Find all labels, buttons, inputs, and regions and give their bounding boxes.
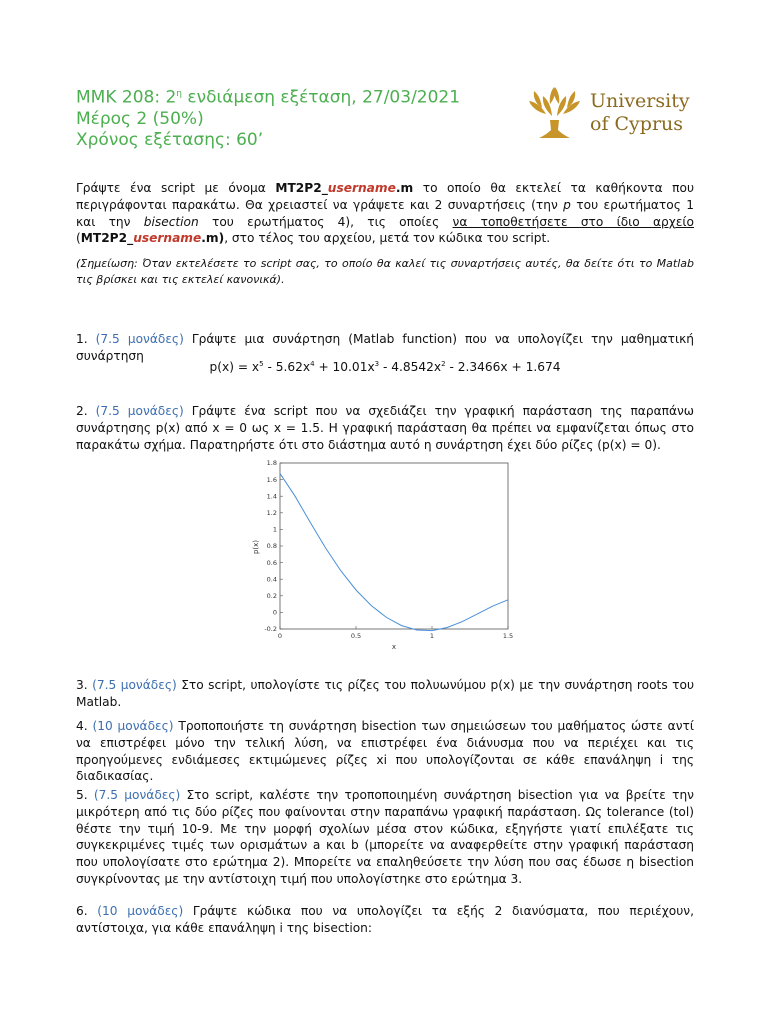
question-5: 5. (7.5 μονάδες) Στο script, καλέστε την τροποποιημένη συνάρτηση bisection για να βρείτε την μικρότερη από τις δύο ρίζες που φαίνονται στην παραπάνω γραφική παράσταση. Ως tolerance (tol) θέστε την τιμή 10-9. Με την μορφή σχολίων μέσα στον κώδικα, εξηγήστε γιατί επιλέξατε τις συγκεκριμένες τιμές των ορισμάτων a και b (μπορείτε να αναφερθείτε στην γραφική παράσταση που υπολογίσατε στο ερώτημα 2). Μπορείτε να επαληθεύσετε την λύση που σας έδωσε η bisection συγκρίνοντας με την αντίστοιχη τιμή που υπολογίστηκε στο ερώτημα 3. (76, 788, 694, 886)
y-tick-label-5: 0.8 (266, 542, 277, 551)
x-axis-ticks (278, 626, 513, 640)
px-plot (250, 455, 520, 655)
question-4: 4. (10 μονάδες) Τροποποιήστε τη συνάρτηση bisection των σημειώσεων του μαθήματος ώστε αντί να επιστρέφει μόνο την τελική λύση, να επιστρέφει ένα διάνυσμα που να περιέχει και τις προηγούμενες ενδιάμεσες εκτιμώμενες ρίζες xi που υπολογίζονται σε κάθε επανάληψη i της διαδικασίας. (76, 719, 694, 784)
x-axis-label: x (391, 643, 397, 651)
note-paragraph: (Σημείωση: Όταν εκτελέσετε το script σας, το οποίο θα καλεί τις συναρτήσεις αυτές, θα δείτε ότι το Matlab τις βρίσκει και τις εκτελεί κανονικά). (76, 257, 694, 286)
y-tick-label-2: 0.2 (266, 592, 277, 600)
y-tick-label-8: 1.4 (266, 492, 277, 501)
y-tick-label-1: 0 (272, 608, 277, 617)
x-tick-label-0: 0 (277, 632, 283, 640)
exam-duration: Χρόνος εξέτασης: 60’ (76, 129, 264, 150)
y-axis-label: p(x) (252, 539, 260, 555)
question-6: 6. (10 μονάδες) Γράψτε κώδικα που να υπολογίζει τα εξής 2 διανύσματα, που περιέχουν, αντίστοιχα, για κάθε επανάληψη i της bisection: (76, 904, 694, 935)
plot-frame (280, 463, 508, 629)
y-tick-label-3: 0.4 (266, 575, 277, 584)
y-tick-label-4: 0.6 (266, 558, 277, 567)
exam-part: Μέρος 2 (50%) (76, 108, 204, 129)
university-name: University of Cyprus (590, 90, 690, 135)
intro-paragraph: Γράψτε ένα script με όνομα MT2P2_username.m το οποίο θα εκτελεί τα καθήκοντα που περιγράφονται παρακάτω. Θα χρειαστεί να γράψετε και 2 συναρτήσεις (την p του ερωτήματος 1 και την bisection του ερωτήματος 4), τις οποίες να τοποθετήσετε στο ίδιο αρχείο (MT2P2_username.m), στο τέλος του αρχείου, μετά τον κώδικα του script. (76, 181, 694, 246)
question-1: 1. (7.5 μονάδες) Γράψτε μια συνάρτηση (Matlab function) που να υπολογίζει την μαθηματική συνάρτηση (76, 332, 694, 363)
y-tick-label-10: 1.8 (266, 459, 277, 468)
x-tick-label-1: 0.5 (350, 632, 362, 640)
x-tick-label-2: 1 (429, 632, 435, 640)
question-3: 3. (7.5 μονάδες) Στο script, υπολογίστε τις ρίζες του πολυωνύμου p(x) με την συνάρτηση roots του Matlab. (76, 678, 694, 709)
y-tick-label-6: 1 (272, 525, 277, 534)
exam-title: ΜΜΚ 208: $2^\eta$ ενδιάμεση εξέταση, 27/03/2021 (76, 87, 461, 108)
polynomial-formula: $p(x) = x^5 - 5.62x^4 + 10.01x^3 - 4.8542x^2 - 2.3466x + 1.674$ (209, 360, 561, 375)
y-tick-label-7: 1.2 (266, 509, 277, 517)
olive-tree-icon (524, 86, 586, 142)
x-tick-label-3: 1.5 (502, 632, 514, 640)
y-tick-label-9: 1.6 (266, 475, 277, 484)
y-tick-label-0: -0.2 (264, 625, 277, 634)
question-2: 2. (7.5 μονάδες) Γράψτε ένα script που να σχεδιάζει την γραφική παράσταση της παραπάνω συνάρτησης p(x) από x = 0 ως x = 1.5. Η γραφική παράσταση θα πρέπει να εμφανίζεται όπως στο παρακάτω σχήμα. Παρατηρήστε ότι στο διάστημα αυτό η συνάρτηση έχει δύο ρίζες (p(x) = 0). (76, 404, 694, 452)
exam-header (76, 84, 460, 151)
university-logo (524, 86, 694, 142)
px-curve (280, 473, 508, 630)
